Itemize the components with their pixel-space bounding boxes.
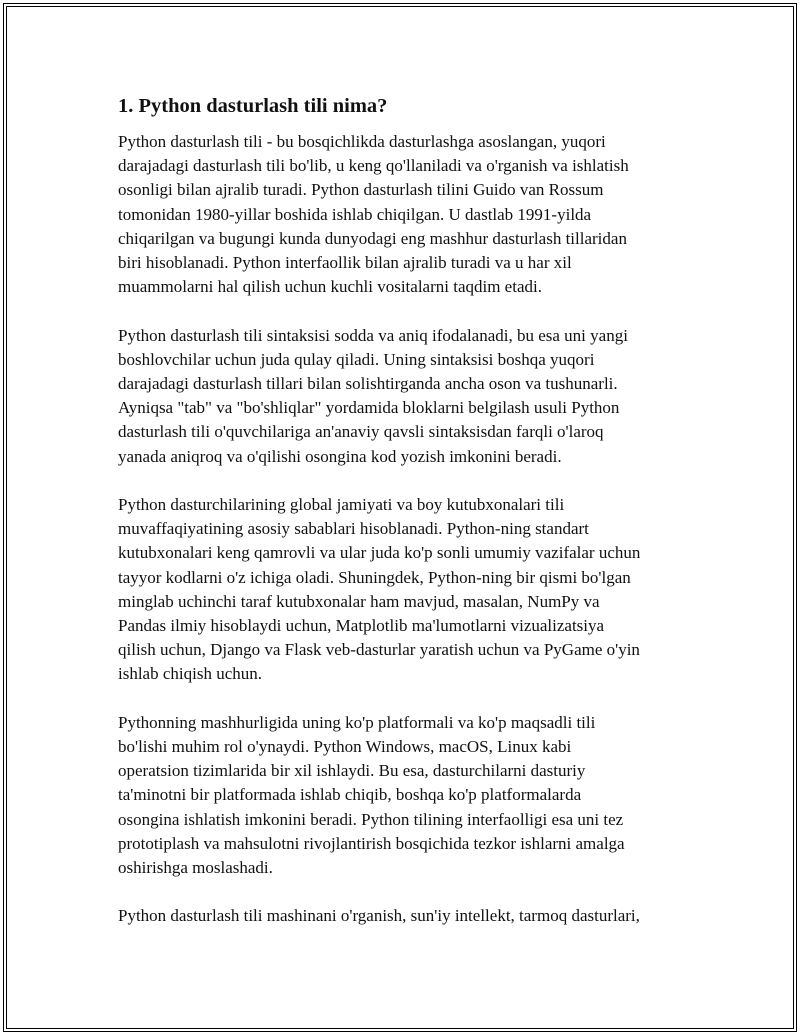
text-line: ishlab chiqish uchun. xyxy=(118,664,263,684)
paragraph-2 xyxy=(118,324,693,469)
text-line: tayyor kodlarni o'z ichiga oladi. Shuningdek, Python-ning bir qismi bo'lgan xyxy=(118,567,631,587)
text-line: Python dasturlash tili mashinani o'rganish, sun'iy intellekt, tarmoq dasturlari, xyxy=(118,906,640,926)
text-line: Pandas ilmiy hisoblaydi uchun, Matplotlib ma'lumotlarni vizualizatsiya xyxy=(118,616,605,636)
text-line: yanada aniqroq va o'qilishi osongina kod yozish imkonini beradi. xyxy=(118,446,562,466)
text-line: darajadagi dasturlash tillari bilan solishtirganda ancha oson va tushunarli. xyxy=(118,374,618,394)
text-line: muammolarni hal qilish uchun kuchli vositalarni taqdim etadi. xyxy=(118,277,542,297)
paragraph-1 xyxy=(118,130,693,299)
text-line: Python dasturlash tili sintaksisi sodda va aniq ifodalanadi, bu esa uni yangi xyxy=(118,325,628,345)
text-line: dasturlash tili o'quvchilariga an'anaviy qavsli sintaksisdan farqli o'laroq xyxy=(118,422,604,442)
text-line: prototiplash va mahsulotni rivojlantirish bosqichida tezkor ishlarni amalga xyxy=(118,833,625,853)
text-line: kutubxonalari keng qamrovli va ular juda ko'p sonli umumiy vazifalar uchun xyxy=(118,543,641,563)
paragraph-4 xyxy=(118,711,693,880)
text-line: qilish uchun, Django va Flask veb-dasturlar yaratish uchun va PyGame o'yin xyxy=(118,640,640,660)
text-line: muvaffaqiyatining asosiy sabablari hisoblanadi. Python-ning standart xyxy=(118,519,589,539)
text-line: osongina ishlatish imkonini beradi. Python tilining interfaolligi esa uni tez xyxy=(118,809,624,829)
text-line: bo'lishi muhim rol o'ynaydi. Python Windows, macOS, Linux kabi xyxy=(118,737,572,757)
text-line: boshlovchilar uchun juda qulay qiladi. Uning sintaksisi boshqa yuqori xyxy=(118,349,595,369)
text-line: ta'minotni bir platformada ishlab chiqib, boshqa ko'p platformalarda xyxy=(118,785,582,805)
text-line: Python dasturlash tili - bu bosqichlikda dasturlashga asoslangan, yuqori xyxy=(118,132,606,151)
text-line: osonligi bilan ajralib turadi. Python dasturlash tilini Guido van Rossum xyxy=(118,180,604,200)
text-line: Ayniqsa "tab" va "bo'shliqlar" yordamida bloklarni belgilash usuli Python xyxy=(118,398,620,418)
text-line: minglab uchinchi taraf kutubxonalar ham mavjud, masalan, NumPy va xyxy=(118,591,600,611)
text-line: tomonidan 1980-yillar boshida ishlab chiqilgan. U dastlab 1991-yilda xyxy=(118,204,592,224)
text-line: darajadagi dasturlash tili bo'lib, u keng qo'llaniladi va o'rganish va ishlatish xyxy=(118,156,629,176)
paragraph-5 xyxy=(118,904,693,928)
text-line: Pythonning mashhurligida uning ko'p platformali va ko'p maqsadli tili xyxy=(118,712,596,732)
text-line: Python dasturchilarining global jamiyati va boy kutubxonalari tili xyxy=(118,495,565,515)
document-body xyxy=(118,94,693,953)
text-line: operatsion tizimlarida bir xil ishlaydi. Bu esa, dasturchilarni dasturiy xyxy=(118,761,586,781)
text-line: oshirishga moslashadi. xyxy=(118,858,273,878)
paragraph-3 xyxy=(118,493,693,687)
page-title: 1. Python dasturlash tili nima? xyxy=(118,95,388,117)
text-line: chiqarilgan va bugungi kunda dunyodagi eng mashhur dasturlash tillaridan xyxy=(118,228,627,248)
text-line: biri hisoblanadi. Python interfaollik bilan ajralib turadi va u har xil xyxy=(118,253,572,273)
